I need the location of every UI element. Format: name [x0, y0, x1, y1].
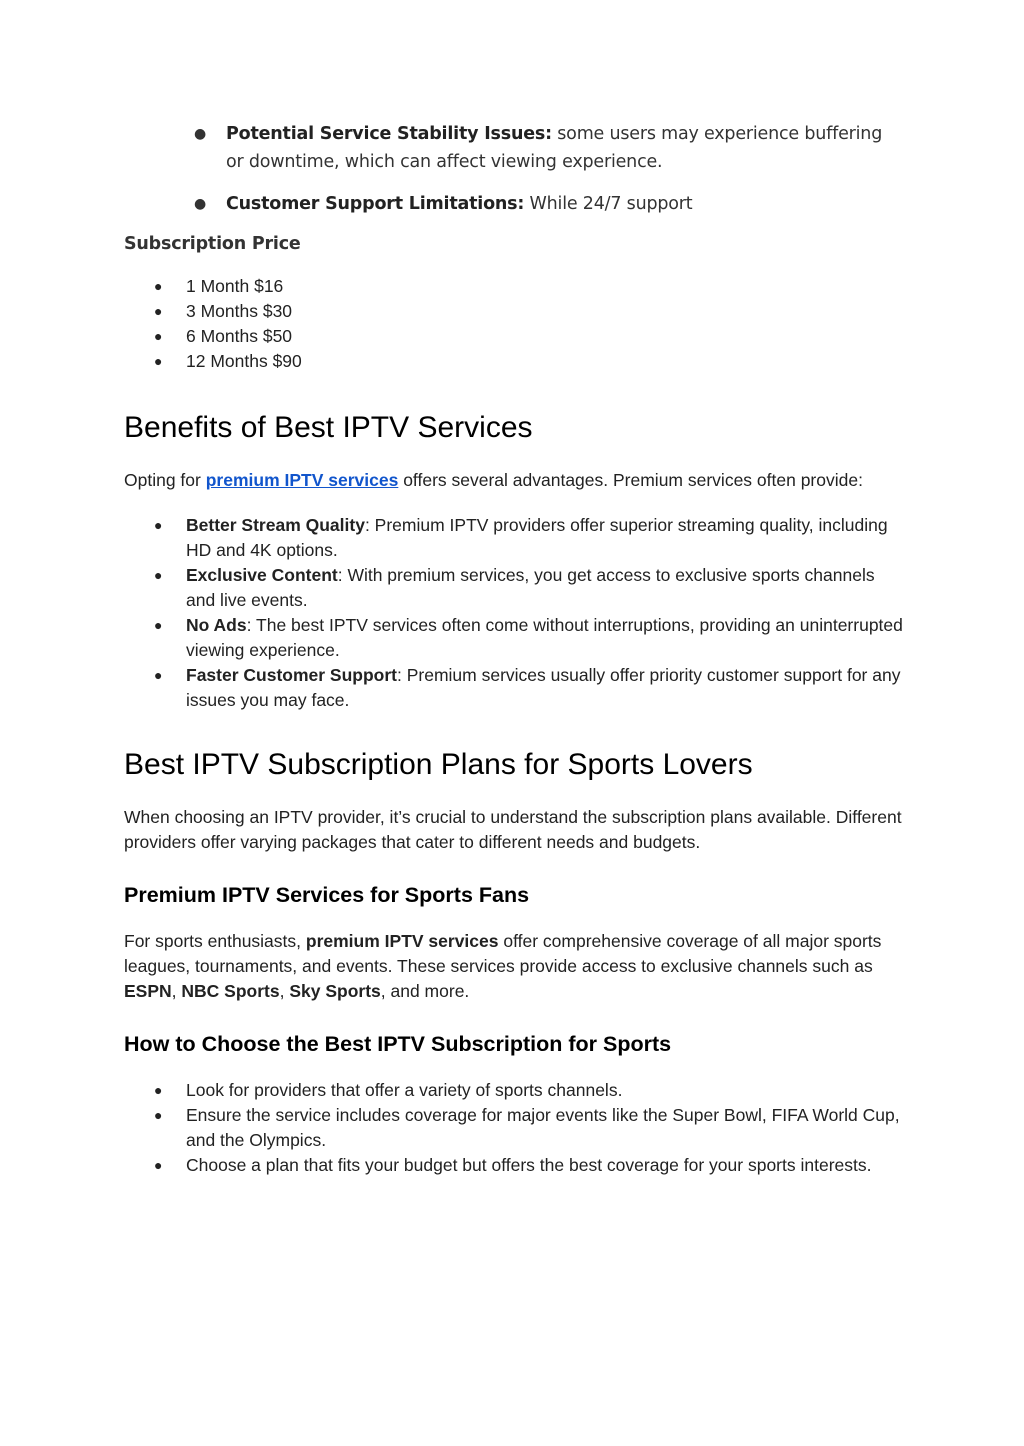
plans-intro: When choosing an IPTV provider, it’s crucial to understand the subscription plans available. Different providers offer varying packages that cater to different needs and budgets.: [124, 807, 902, 852]
paragraph-text: ,: [171, 981, 182, 1001]
list-item: [124, 663, 904, 713]
bold-text: premium IPTV services: [305, 931, 499, 951]
item-text: Ensure the service includes coverage for major events like the Super Bowl, FIFA World Cup, and the Olympics.: [186, 1105, 900, 1150]
item-text: Look for providers that offer a variety of sports channels.: [186, 1080, 623, 1100]
price-text: 1 Month $16: [186, 276, 284, 296]
price-text: 12 Months $90: [186, 351, 302, 371]
price-text: 6 Months $50: [186, 326, 293, 346]
list-item: [124, 1078, 904, 1103]
item-text: : Premium services usually offer priority customer support for any issues you may face.: [186, 665, 901, 710]
bullet-icon: ●: [154, 328, 163, 344]
list-item: [124, 299, 904, 324]
paragraph-text: offer comprehensive coverage of all major sports leagues, tournaments, and events. These services provide access to exclusive channels such as: [124, 931, 882, 976]
item-title: No Ads: [186, 615, 247, 635]
bold-text: Sky Sports: [289, 981, 381, 1001]
bullet-icon: ●: [154, 353, 163, 369]
bold-text: ESPN: [124, 981, 172, 1001]
plans-heading: Best IPTV Subscription Plans for Sports Lovers: [124, 748, 753, 781]
item-text: : Premium IPTV providers offer superior streaming quality, including HD and 4K options.: [186, 515, 888, 560]
item-title: Faster Customer Support: [186, 665, 397, 685]
list-item: [194, 190, 904, 218]
item-title: Customer Support Limitations:: [226, 194, 525, 214]
list-item: [124, 563, 904, 613]
item-text: some users may experience buffering or downtime, which can affect viewing experience.: [226, 124, 883, 172]
list-item: [124, 1153, 904, 1178]
paragraph-text: ,: [279, 981, 290, 1001]
list-item: [124, 1103, 904, 1153]
list-item: [124, 274, 904, 299]
subscription-heading: Subscription Price: [124, 234, 301, 254]
item-title: Better Stream Quality: [186, 515, 365, 535]
bullet-icon: ●: [194, 196, 207, 212]
choose-list: [124, 1078, 904, 1178]
cons-list: [124, 120, 904, 218]
premium-iptv-link[interactable]: premium IPTV services: [205, 470, 399, 490]
bullet-icon: ●: [154, 278, 163, 294]
bullet-icon: ●: [154, 1157, 163, 1173]
price-text: 3 Months $30: [186, 301, 293, 321]
paragraph-text: For sports enthusiasts,: [124, 931, 306, 951]
list-item: [124, 349, 904, 374]
choose-heading: How to Choose the Best IPTV Subscription for Sports: [124, 1032, 672, 1056]
premium-heading: Premium IPTV Services for Sports Fans: [124, 883, 530, 907]
list-item: [194, 120, 904, 176]
paragraph-text: , and more.: [380, 981, 470, 1001]
intro-text: offers several advantages. Premium services often provide:: [398, 470, 863, 490]
bullet-icon: ●: [194, 126, 207, 142]
document-page: [124, 120, 904, 1178]
bullet-icon: ●: [154, 567, 163, 583]
premium-paragraph: [124, 929, 904, 1004]
bullet-icon: ●: [154, 517, 163, 533]
list-item: [124, 513, 904, 563]
item-text: Choose a plan that fits your budget but offers the best coverage for your sports interests.: [186, 1155, 872, 1175]
bullet-icon: ●: [154, 667, 163, 683]
bold-text: NBC Sports: [181, 981, 280, 1001]
bullet-icon: ●: [154, 617, 163, 633]
benefits-intro: [124, 468, 904, 493]
item-text: While 24/7 support: [524, 194, 693, 214]
list-item: [124, 613, 904, 663]
bullet-icon: ●: [154, 303, 163, 319]
item-text: : With premium services, you get access to exclusive sports channels and live events.: [186, 565, 875, 610]
item-text: : The best IPTV services often come without interruptions, providing an uninterrupted viewing experience.: [186, 615, 903, 660]
price-list: [124, 274, 904, 374]
item-title: Exclusive Content: [186, 565, 338, 585]
item-title: Potential Service Stability Issues:: [226, 124, 552, 144]
bullet-icon: ●: [154, 1082, 163, 1098]
intro-text: Opting for: [124, 470, 206, 490]
benefits-heading: Benefits of Best IPTV Services: [124, 411, 533, 444]
list-item: [124, 324, 904, 349]
benefits-list: [124, 513, 904, 713]
bullet-icon: ●: [154, 1107, 163, 1123]
